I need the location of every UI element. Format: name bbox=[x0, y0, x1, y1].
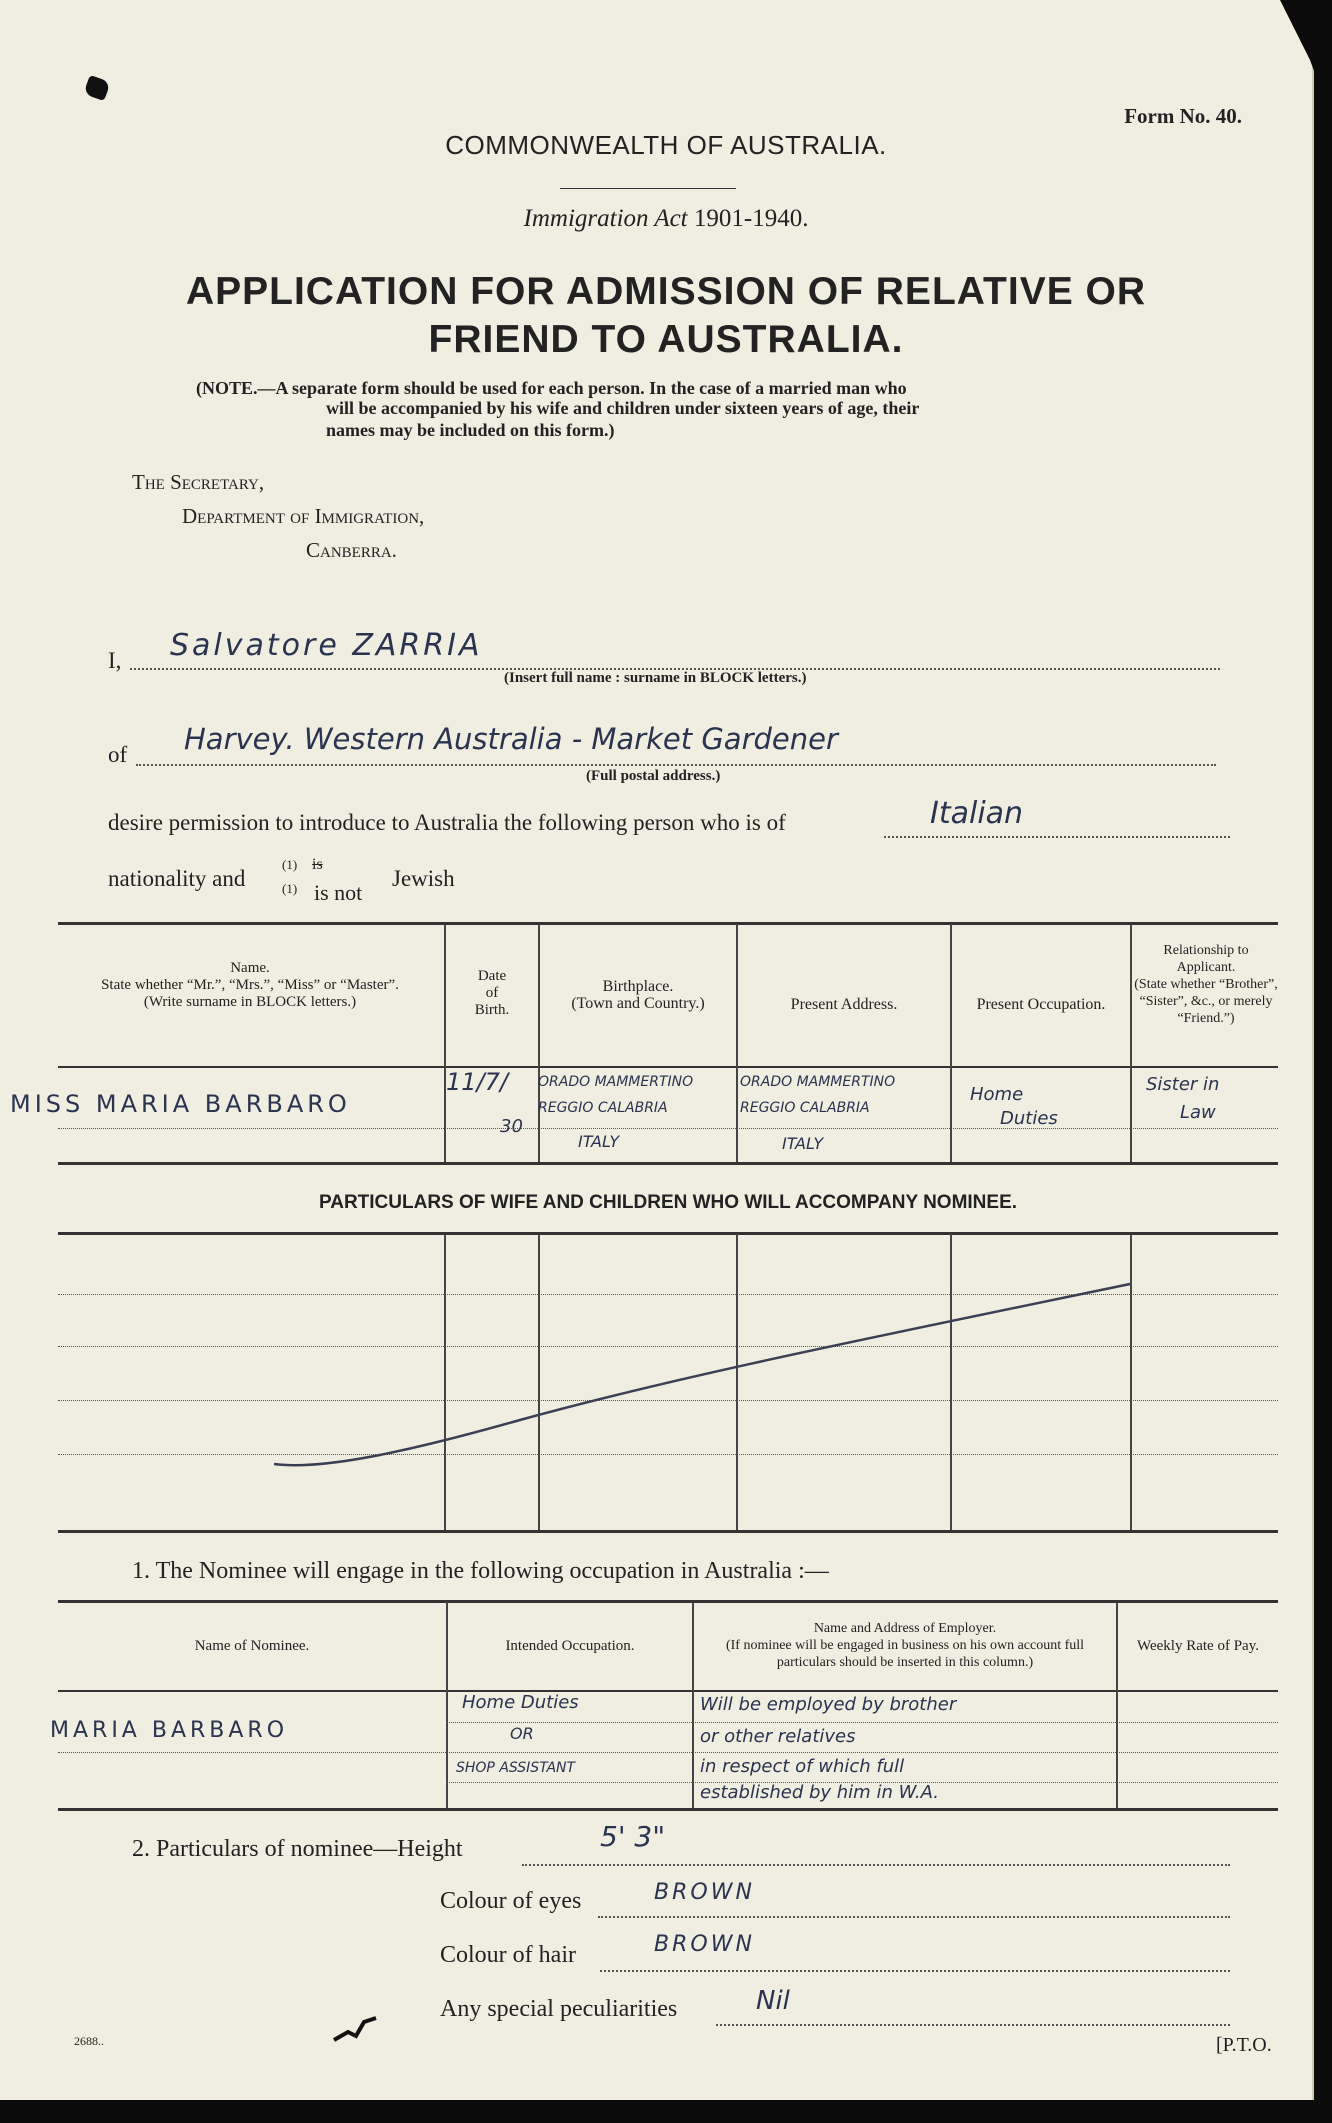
col-divider bbox=[538, 924, 540, 1162]
occ-employer-2: or other relatives bbox=[700, 1726, 856, 1747]
act-line bbox=[0, 205, 1332, 233]
nationality-label: nationality and bbox=[108, 866, 246, 891]
country-heading: COMMONWEALTH OF AUSTRALIA. bbox=[445, 130, 887, 160]
applicant-prefix: I, bbox=[108, 648, 122, 673]
nominee-birthplace-1: ORADO MAMMERTINO bbox=[538, 1074, 694, 1090]
section-bottom-border bbox=[58, 1530, 1278, 1533]
nominee-birthplace-2: REGGIO CALABRIA bbox=[538, 1100, 668, 1116]
note-line1: (NOTE.—A separate form should be used for each person. In the case of a married man who bbox=[196, 378, 907, 398]
form-number: Form No. 40. bbox=[1124, 104, 1242, 128]
occ-header-pay: Weekly Rate of Pay. bbox=[1137, 1638, 1259, 1654]
col-divider bbox=[1130, 924, 1132, 1162]
torn-corner bbox=[1250, 0, 1332, 120]
height-value: 5' 3" bbox=[600, 1820, 666, 1853]
header-occupation: Present Occupation. bbox=[976, 996, 1106, 1013]
pto-label: [P.T.O. bbox=[1216, 2034, 1272, 2056]
peculiarities-value: Nil bbox=[756, 1986, 790, 2016]
header-birthplace: Birthplace. (Town and Country.) bbox=[571, 978, 705, 1012]
occ-header-intended: Intended Occupation. bbox=[505, 1638, 635, 1654]
occ-intended-1: Home Duties bbox=[462, 1692, 579, 1713]
occupation-heading: 1. The Nominee will engage in the following occupation in Australia :— bbox=[132, 1558, 829, 1584]
hair-value: BROWN bbox=[654, 1932, 755, 1957]
footnote-marker-1: (1) bbox=[282, 857, 298, 872]
section-top-border bbox=[58, 1232, 1278, 1235]
occ-employer-1: Will be employed by brother bbox=[700, 1694, 957, 1715]
nominee-occupation-1: Home bbox=[970, 1084, 1024, 1105]
applicant-name-caption: (Insert full name : surname in BLOCK letters.) bbox=[504, 670, 807, 686]
nationality-value: Italian bbox=[930, 796, 1024, 831]
note-line3: names may be included on this form.) bbox=[326, 420, 615, 440]
header-relationship: Relationship to Applicant. (State whether “Brother”, “Sister”, &c., or merely “Friend.”) bbox=[1134, 943, 1278, 1026]
nominee-address-3: ITALY bbox=[782, 1134, 824, 1153]
header-address: Present Address. bbox=[790, 996, 898, 1013]
nominee-dob-2: 30 bbox=[500, 1116, 523, 1137]
wife-children-heading: PARTICULARS OF WIFE AND CHILDREN WHO WILL ACCOMPANY NOMINEE. bbox=[318, 1192, 1018, 1213]
form-title-line1: APPLICATION FOR ADMISSION OF RELATIVE OR bbox=[185, 270, 1147, 313]
nominee-birthplace-3: ITALY bbox=[578, 1132, 620, 1151]
occ-employer-3: in respect of which full bbox=[700, 1756, 905, 1777]
col-divider bbox=[692, 1602, 694, 1808]
addressee-line1: The Secretary, bbox=[132, 470, 265, 494]
cross-out-stroke bbox=[260, 1270, 1140, 1470]
jewish-label: Jewish bbox=[392, 866, 455, 891]
nominee-address-2: REGGIO CALABRIA bbox=[740, 1100, 870, 1116]
addressee-line2: Department of Immigration, bbox=[182, 504, 425, 528]
eyes-label: Colour of eyes bbox=[440, 1888, 582, 1914]
is-not-option: is not bbox=[314, 880, 363, 905]
nominee-relationship-1: Sister in bbox=[1146, 1074, 1220, 1095]
occ-top-border bbox=[58, 1600, 1278, 1603]
table-top-border bbox=[58, 922, 1278, 925]
occ-nominee-name: MARIA BARBARO bbox=[50, 1718, 289, 1743]
address-line bbox=[136, 764, 1216, 766]
peculiarities-line bbox=[716, 2024, 1230, 2026]
height-line bbox=[522, 1864, 1230, 1866]
act-years: 1901-1940. bbox=[693, 205, 809, 232]
is-label: is bbox=[312, 856, 323, 873]
applicant-name: Salvatore ZARRIA bbox=[170, 628, 483, 663]
eyes-line bbox=[598, 1916, 1230, 1918]
eyes-value: BROWN bbox=[654, 1880, 755, 1905]
peculiarities-label: Any special peculiarities bbox=[440, 1996, 678, 2022]
occ-header-name: Name of Nominee. bbox=[194, 1638, 310, 1654]
act-name: Immigration Act bbox=[523, 205, 688, 232]
occ-header-border bbox=[58, 1690, 1278, 1692]
nominee-relationship-2: Law bbox=[1180, 1102, 1216, 1123]
desire-text: desire permission to introduce to Australia the following person who is of bbox=[108, 810, 786, 835]
row-line bbox=[58, 1128, 1278, 1129]
divider bbox=[560, 188, 736, 189]
col-divider bbox=[446, 1602, 448, 1808]
occ-employer-4: established by him in W.A. bbox=[700, 1782, 939, 1803]
ink-mark bbox=[330, 2010, 382, 2046]
col-divider bbox=[1116, 1602, 1118, 1808]
occ-intended-3: SHOP ASSISTANT bbox=[456, 1760, 576, 1776]
print-code: 2688.. bbox=[74, 2034, 104, 2048]
header-dob: Date of Birth. bbox=[474, 968, 510, 1018]
nominee-occupation-2: Duties bbox=[1000, 1108, 1058, 1129]
col-divider bbox=[444, 924, 446, 1162]
note-line2: will be accompanied by his wife and children under sixteen years of age, their bbox=[326, 398, 920, 418]
hair-label: Colour of hair bbox=[440, 1942, 576, 1968]
particulars-heading: 2. Particulars of nominee—Height bbox=[132, 1836, 463, 1862]
nominee-name: MISS MARIA BARBARO bbox=[10, 1090, 351, 1118]
occ-intended-2: OR bbox=[510, 1724, 534, 1743]
applicant-address: Harvey. Western Australia - Market Gardener bbox=[184, 722, 838, 756]
nationality-line bbox=[884, 836, 1230, 838]
table-bottom-border bbox=[58, 1162, 1278, 1165]
nominee-dob-1: 11/7/ bbox=[446, 1068, 508, 1096]
form-title-line2: FRIEND TO AUSTRALIA. bbox=[428, 318, 904, 361]
of-label: of bbox=[108, 742, 128, 767]
occ-bottom-border bbox=[58, 1808, 1278, 1811]
table-header-border bbox=[58, 1066, 1278, 1068]
header-name: Name. State whether “Mr.”, “Mrs.”, “Miss” or “Master”. (Write surname in BLOCK letters.) bbox=[101, 960, 399, 1010]
is-option bbox=[312, 856, 323, 874]
occ-header-employer: Name and Address of Employer. (If nominee will be engaged in business on his own account full particulars should be inserted in this column.) bbox=[725, 1621, 1085, 1670]
hair-line bbox=[600, 1970, 1230, 1972]
col-divider bbox=[736, 924, 738, 1162]
addressee-line3: Canberra. bbox=[306, 538, 397, 562]
address-caption: (Full postal address.) bbox=[586, 768, 721, 784]
punch-mark bbox=[83, 75, 111, 101]
nominee-address-1: ORADO MAMMERTINO bbox=[740, 1074, 896, 1090]
footnote-marker-2: (1) bbox=[282, 881, 298, 896]
occ-row-line bbox=[446, 1722, 1278, 1723]
occ-row-line bbox=[58, 1752, 1278, 1753]
col-divider bbox=[950, 924, 952, 1162]
